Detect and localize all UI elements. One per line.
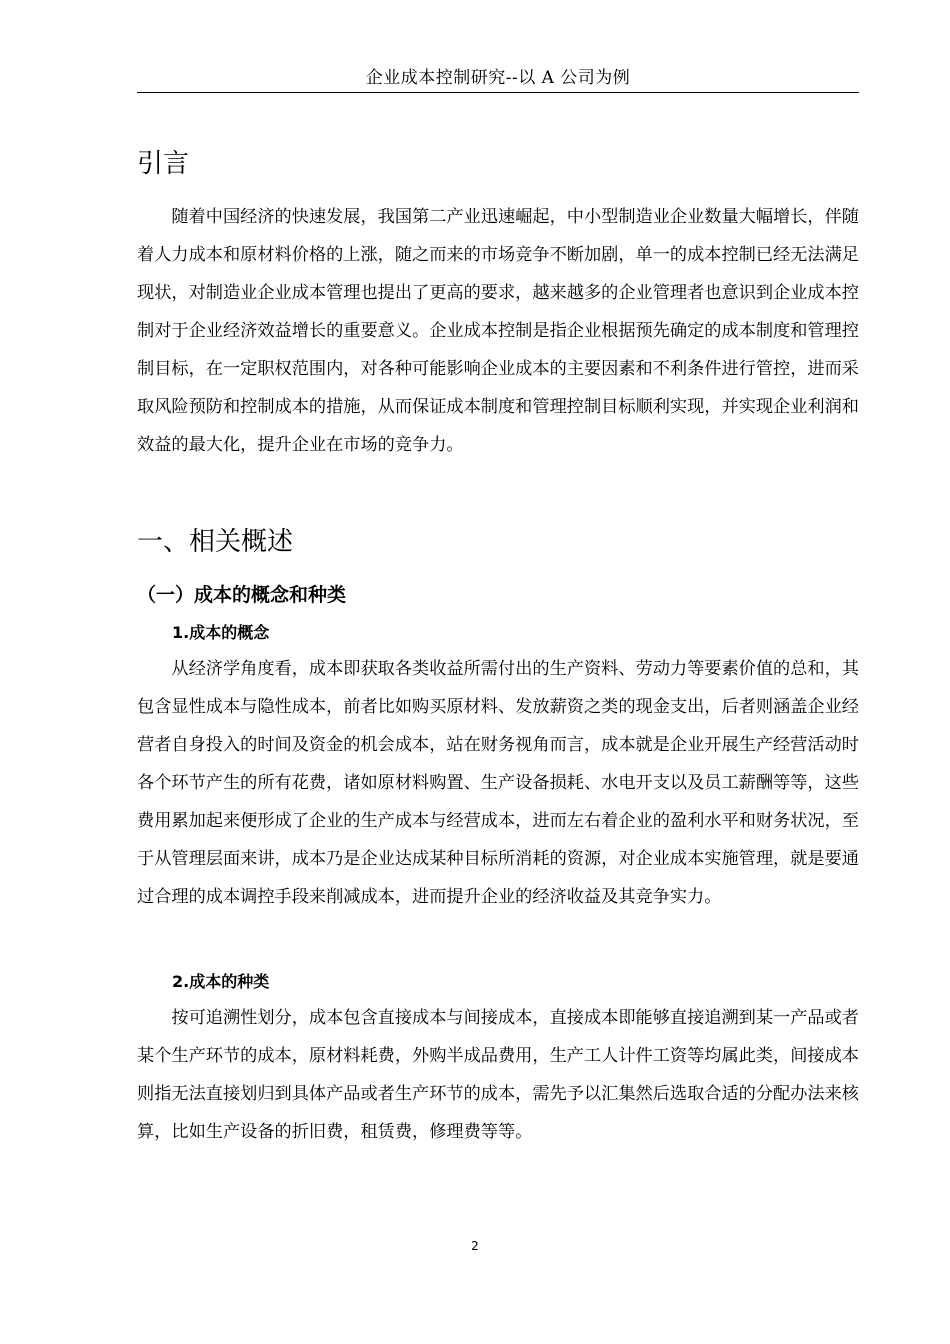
page-header-title: 企业成本控制研究--以 A 公司为例: [365, 68, 631, 88]
intro-paragraph: 随着中国经济的快速发展，我国第二产业迅速崛起，中小型制造业企业数量大幅增长，伴随着人力成本和原材料价格的上涨，随之而来的市场竞争不断加剧，单一的成本控制已经无法满足现状，对制造业企业成本管理也提出了更高的要求，越来越多的企业管理者也意识到企业成本控制对于企业经济效益增长的重要意义。企业成本控制是指企业根据预先确定的成本制度和管理控制目标，在一定职权范围内，对各种可能影响企业成本的主要因素和不利条件进行管控，进而采取风险预防和控制成本的措施，从而保证成本制度和管理控制目标顺利实现，并实现企业利润和效益的最大化，提升企业在市场的竞争力。: [137, 207, 859, 455]
item-1-heading: 1.成本的概念: [172, 623, 270, 642]
page-number: 2: [471, 1239, 479, 1253]
subsection-1-heading: （一）成本的概念和种类: [137, 584, 347, 606]
header-divider: [137, 92, 859, 93]
item-2-paragraph: 按可追溯性划分，成本包含直接成本与间接成本，直接成本即能够直接追溯到某一产品或者某个生产环节的成本，原材料耗费，外购半成品费用，生产工人计件工资等均属此类，间接成本则指无法直接划归到具体产品或者生产环节的成本，需先予以汇集然后选取合适的分配办法来核算，比如生产设备的折旧费，租赁费，修理费等等。: [137, 1008, 859, 1142]
item-2-heading: 2.成本的种类: [172, 972, 270, 991]
item-1-paragraph: 从经济学角度看，成本即获取各类收益所需付出的生产资料、劳动力等要素价值的总和，其包含显性成本与隐性成本，前者比如购买原材料、发放薪资之类的现金支出，后者则涵盖企业经营者自身投入的时间及资金的机会成本，站在财务视角而言，成本就是企业开展生产经营活动时各个环节产生的所有花费，诸如原材料购置、生产设备损耗、水电开支以及员工薪酬等等，这些费用累加起来便形成了企业的生产成本与经营成本，进而左右着企业的盈利水平和财务状况，至于从管理层面来讲，成本乃是企业达成某种目标所消耗的资源，对企业成本实施管理，就是要通过合理的成本调控手段来削减成本，进而提升企业的经济收益及其竞争实力。: [137, 659, 859, 907]
section-1-heading: 一、相关概述: [137, 527, 294, 557]
intro-heading: 引言: [137, 149, 190, 179]
